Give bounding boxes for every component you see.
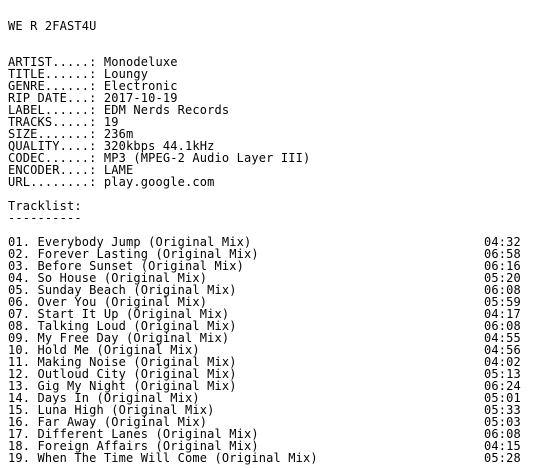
field-separator: : — [89, 115, 104, 129]
field-key: RIP DATE... — [8, 91, 90, 105]
field-key: QUALITY.... — [8, 139, 90, 153]
track-duration: 04:56 — [484, 343, 521, 357]
track-number: 12. — [8, 367, 31, 381]
track-title: Outloud City (Original Mix) — [37, 367, 237, 381]
track-number: 14. — [8, 391, 31, 405]
track-duration: 04:17 — [484, 307, 521, 321]
track-title: My Free Day (Original Mix) — [37, 331, 230, 345]
track-duration: 05:33 — [484, 403, 521, 417]
track-number: 10. — [8, 343, 31, 357]
track-number: 16. — [8, 415, 31, 429]
field-value: LAME — [103, 163, 134, 177]
field-value: EDM Nerds Records — [103, 103, 230, 117]
field-value: play.google.com — [103, 175, 215, 189]
track-number: 08. — [8, 319, 31, 333]
track-title: Start It Up (Original Mix) — [37, 307, 230, 321]
track-duration: 04:15 — [484, 439, 521, 453]
track-title: Talking Loud (Original Mix) — [37, 319, 237, 333]
track-number: 09. — [8, 331, 31, 345]
track-duration: 04:32 — [484, 235, 521, 249]
track-title: Different Lanes (Original Mix) — [37, 427, 259, 441]
track-duration: 06:24 — [484, 379, 521, 393]
field-key: CODEC...... — [8, 151, 90, 165]
field-key: GENRE...... — [8, 79, 90, 93]
track-title: When The Time Will Come (Original Mix) — [37, 451, 318, 465]
field-key: ENCODER.... — [8, 163, 90, 177]
track-title: Sunday Beach (Original Mix) — [37, 283, 237, 297]
field-value: Loungy — [103, 67, 149, 81]
track-title: Forever Lasting (Original Mix) — [37, 247, 259, 261]
field-separator: : — [89, 79, 104, 93]
track-title: Making Noise (Original Mix) — [37, 355, 237, 369]
track-list — [8, 236, 528, 464]
track-number: 03. — [8, 259, 31, 273]
track-title: Hold Me (Original Mix) — [37, 343, 200, 357]
field-separator: : — [89, 103, 104, 117]
track-number: 02. — [8, 247, 31, 261]
field-separator: : — [89, 127, 104, 141]
track-duration: 05:13 — [484, 367, 521, 381]
track-title: Before Sunset (Original Mix) — [37, 259, 244, 273]
field-key: URL........ — [8, 175, 90, 189]
track-title: Days In (Original Mix) — [37, 391, 200, 405]
field-value: 2017-10-19 — [103, 91, 178, 105]
field-separator: : — [89, 163, 104, 177]
track-duration: 06:08 — [484, 427, 521, 441]
field-separator: : — [89, 67, 104, 81]
field-key: SIZE....... — [8, 127, 90, 141]
field-value: 19 — [103, 115, 119, 129]
track-duration: 04:55 — [484, 331, 521, 345]
field-value: 320kbps 44.1kHz — [103, 139, 215, 153]
track-number: 11. — [8, 355, 31, 369]
field-url — [8, 176, 528, 188]
field-value: Electronic — [103, 79, 178, 93]
track-duration: 04:02 — [484, 355, 521, 369]
track-number: 04. — [8, 271, 31, 285]
track-number: 01. — [8, 235, 31, 249]
track-title: Foreign Affairs (Original Mix) — [37, 439, 259, 453]
field-value: MP3 (MPEG-2 Audio Layer III) — [103, 151, 311, 165]
track-title: Over You (Original Mix) — [37, 295, 208, 309]
field-key: ARTIST..... — [8, 55, 90, 69]
track-number: 07. — [8, 307, 31, 321]
track-duration: 06:08 — [484, 319, 521, 333]
track-duration: 05:20 — [484, 271, 521, 285]
release-title: WE R 2FAST4U — [8, 19, 97, 33]
field-key: LABEL...... — [8, 103, 90, 117]
track-number: 17. — [8, 427, 31, 441]
track-title: Far Away (Original Mix) — [37, 415, 208, 429]
track-number: 19. — [8, 451, 31, 465]
field-value: 236m — [103, 127, 134, 141]
track-duration: 05:03 — [484, 415, 521, 429]
info-fields — [8, 56, 528, 188]
field-separator: : — [89, 55, 104, 69]
field-separator: : — [89, 151, 104, 165]
track-duration: 06:16 — [484, 259, 521, 273]
field-separator: : — [89, 139, 104, 153]
track-row — [8, 452, 528, 464]
tracklist-heading: Tracklist: — [8, 199, 82, 213]
track-duration: 05:28 — [484, 451, 521, 465]
field-value: Monodeluxe — [103, 55, 178, 69]
release-info-document — [8, 20, 528, 464]
tracklist-underline: ---------- — [8, 211, 82, 225]
track-title: So House (Original Mix) — [37, 271, 208, 285]
track-title: Everybody Jump (Original Mix) — [37, 235, 252, 249]
track-title: Gig My Night (Original Mix) — [37, 379, 237, 393]
field-key: TRACKS..... — [8, 115, 90, 129]
track-number: 15. — [8, 403, 31, 417]
track-duration: 05:01 — [484, 391, 521, 405]
track-number: 05. — [8, 283, 31, 297]
field-key: TITLE...... — [8, 67, 90, 81]
track-number: 13. — [8, 379, 31, 393]
track-duration: 06:08 — [484, 283, 521, 297]
field-separator: : — [89, 91, 104, 105]
track-title: Luna High (Original Mix) — [37, 403, 215, 417]
track-number: 06. — [8, 295, 31, 309]
track-duration: 06:58 — [484, 247, 521, 261]
track-number: 18. — [8, 439, 31, 453]
track-duration: 05:59 — [484, 295, 521, 309]
field-separator: : — [89, 175, 104, 189]
